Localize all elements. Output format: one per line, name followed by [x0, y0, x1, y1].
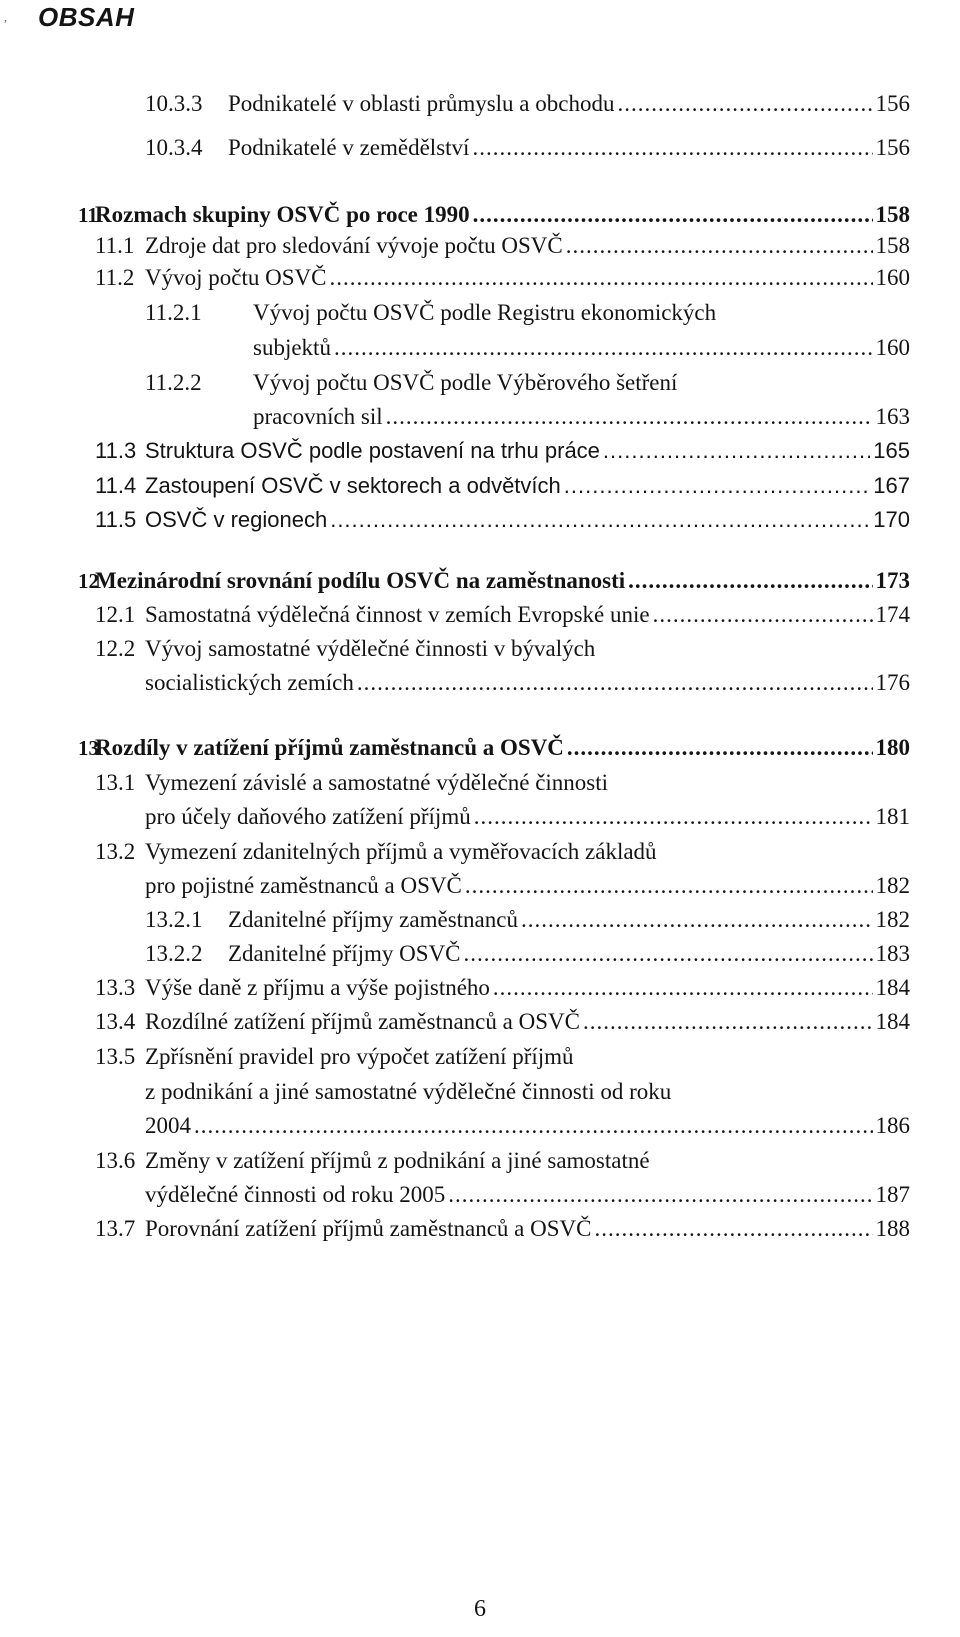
dot-leader [617, 89, 872, 119]
toc-chapter-entry[interactable] [95, 733, 910, 763]
section-number: 13.2 [95, 839, 136, 864]
page-ref: 165 [873, 438, 910, 463]
dot-leader [521, 905, 873, 935]
dot-leader [194, 1111, 873, 1141]
dot-leader [653, 600, 873, 630]
entry-title: Zdanitelné příjmy zaměstnanců [228, 907, 518, 932]
entry-title: z podnikání a jiné samostatné výdělečné činnosti od roku [145, 1079, 672, 1104]
dot-leader [493, 973, 873, 1003]
toc-entry[interactable] [253, 333, 910, 363]
margin-mark: , [4, 10, 7, 24]
entry-title: 2004 [145, 1113, 191, 1138]
entry-title: Porovnání zatížení příjmů zaměstnanců a OSVČ [145, 1216, 592, 1241]
section-number: 13.5 [95, 1044, 136, 1069]
page-ref: 156 [875, 91, 910, 116]
page-ref: 158 [875, 202, 910, 227]
section-number: 13.1 [95, 770, 136, 795]
toc-entry[interactable] [145, 600, 910, 630]
entry-title: pro účely daňového zatížení příjmů [145, 804, 471, 829]
entry-title: Struktura OSVČ podle postavení na trhu práce [145, 438, 600, 463]
page-ref: 176 [875, 670, 910, 695]
entry-title: Vývoj počtu OSVČ podle Registru ekonomických [253, 300, 717, 325]
section-number: 13.3 [95, 975, 136, 1000]
section-number: 10.3.4 [145, 135, 203, 160]
section-number: 13.6 [95, 1148, 136, 1173]
entry-title: OSVČ v regionech [145, 507, 328, 532]
entry-title: Vymezení závislé a samostatné výdělečné činnosti [145, 770, 609, 795]
page-ref: 163 [875, 404, 910, 429]
page-ref: 180 [875, 735, 910, 760]
toc-chapter-entry[interactable] [95, 200, 910, 230]
dot-leader [330, 505, 870, 535]
toc-entry[interactable] [253, 402, 910, 432]
chapter-number: 13 [78, 736, 99, 760]
page-header-title: OBSAH [38, 2, 135, 32]
entry-title: Vývoj samostatné výdělečné činnosti v bývalých [145, 636, 596, 661]
section-number: 12.1 [95, 602, 136, 627]
dot-leader [334, 333, 873, 363]
entry-title: Rozmach skupiny OSVČ po roce 1990 [95, 202, 470, 227]
entry-title: Vymezení zdanitelných příjmů a vyměřovacích základů [145, 839, 657, 864]
toc-entry[interactable] [145, 471, 910, 501]
toc-entry[interactable] [228, 133, 910, 163]
dot-leader [473, 200, 873, 230]
page-ref: 158 [875, 233, 910, 258]
toc-entry[interactable] [228, 939, 910, 969]
section-number: 13.2.2 [145, 941, 203, 966]
toc-entry[interactable] [145, 802, 910, 832]
toc-entry[interactable] [145, 871, 910, 901]
page-ref: 182 [875, 907, 910, 932]
dot-leader [594, 1214, 872, 1244]
section-number: 11.3 [95, 438, 137, 463]
section-number: 11.2.2 [145, 370, 202, 395]
section-number: 11.2.1 [145, 300, 202, 325]
dot-leader [603, 436, 870, 466]
dot-leader [386, 402, 873, 432]
dot-leader [465, 871, 873, 901]
toc-entry[interactable] [145, 1214, 910, 1244]
entry-title: výdělečné činnosti od roku 2005 [145, 1182, 446, 1207]
toc-entry[interactable] [145, 973, 910, 1003]
dot-leader [329, 263, 872, 293]
section-number: 13.4 [95, 1009, 136, 1034]
section-number: 11.5 [95, 507, 137, 532]
entry-title: Rozdíly v zatížení příjmů zaměstnanců a OSVČ [95, 735, 564, 760]
section-number: 11.2 [95, 265, 135, 290]
entry-title: Vývoj počtu OSVČ podle Výběrového šetření [253, 370, 678, 395]
dot-leader [474, 802, 873, 832]
dot-leader [583, 1007, 873, 1037]
toc-entry[interactable] [228, 905, 910, 935]
page-ref: 188 [875, 1216, 910, 1241]
toc-entry[interactable] [145, 1180, 910, 1210]
page-ref: 160 [875, 265, 910, 290]
dot-leader [448, 1180, 872, 1210]
entry-title: Zdanitelné příjmy OSVČ [228, 941, 461, 966]
entry-title: Mezinárodní srovnání podílu OSVČ na zaměstnanosti [95, 568, 626, 593]
section-number: 11.4 [95, 473, 137, 498]
page-ref: 173 [875, 568, 910, 593]
entry-title: socialistických zemích [145, 670, 354, 695]
page-ref: 184 [875, 975, 910, 1000]
toc-chapter-entry[interactable] [95, 566, 910, 596]
page-ref: 174 [875, 602, 910, 627]
page-ref: 184 [875, 1009, 910, 1034]
page-ref: 187 [875, 1182, 910, 1207]
toc-entry[interactable] [145, 436, 910, 466]
dot-leader [464, 939, 873, 969]
page-ref: 186 [875, 1113, 910, 1138]
entry-title: Rozdílné zatížení příjmů zaměstnanců a OSVČ [145, 1009, 580, 1034]
page-ref: 170 [873, 507, 910, 532]
toc-entry[interactable] [228, 89, 910, 119]
chapter-number: 11 [78, 203, 98, 227]
page-ref: 160 [875, 335, 910, 360]
toc-entry[interactable] [145, 505, 910, 535]
entry-title: pro pojistné zaměstnanců a OSVČ [145, 873, 462, 898]
entry-title: pracovních sil [253, 404, 383, 429]
entry-title: Podnikatelé v oblasti průmyslu a obchodu [228, 91, 615, 116]
page-ref: 167 [873, 473, 910, 498]
page-ref: 183 [875, 941, 910, 966]
page-ref: 156 [875, 135, 910, 160]
toc-entry[interactable] [145, 263, 910, 293]
toc-entry[interactable] [145, 231, 910, 261]
entry-title: Změny v zatížení příjmů z podnikání a jiné samostatné [145, 1148, 650, 1173]
entry-title: Zastoupení OSVČ v sektorech a odvětvích [145, 473, 561, 498]
section-number: 11.1 [95, 233, 135, 258]
toc-entry[interactable] [145, 1111, 910, 1141]
section-number: 10.3.3 [145, 91, 203, 116]
dot-leader [472, 133, 872, 163]
section-number: 12.2 [95, 636, 136, 661]
entry-title: subjektů [253, 335, 331, 360]
entry-title: Podnikatelé v zemědělství [228, 135, 470, 160]
toc-entry[interactable] [145, 1007, 910, 1037]
entry-title: Vývoj počtu OSVČ [145, 265, 327, 290]
section-number: 13.7 [95, 1216, 136, 1241]
dot-leader [567, 733, 873, 763]
entry-title: Výše daně z příjmu a výše pojistného [145, 975, 490, 1000]
entry-title: Zpřísnění pravidel pro výpočet zatížení příjmů [145, 1044, 574, 1069]
entry-title: Zdroje dat pro sledování vývoje počtu OSVČ [145, 233, 563, 258]
dot-leader [628, 566, 872, 596]
dot-leader [566, 231, 873, 261]
section-number: 13.2.1 [145, 907, 203, 932]
entry-title: Samostatná výdělečná činnost v zemích Evropské unie [145, 602, 650, 627]
chapter-number: 12 [78, 569, 99, 593]
toc-entry[interactable] [145, 668, 910, 698]
page-ref: 181 [875, 804, 910, 829]
dot-leader [564, 471, 871, 501]
page-ref: 182 [875, 873, 910, 898]
dot-leader [357, 668, 873, 698]
page-number: 6 [474, 1596, 486, 1622]
